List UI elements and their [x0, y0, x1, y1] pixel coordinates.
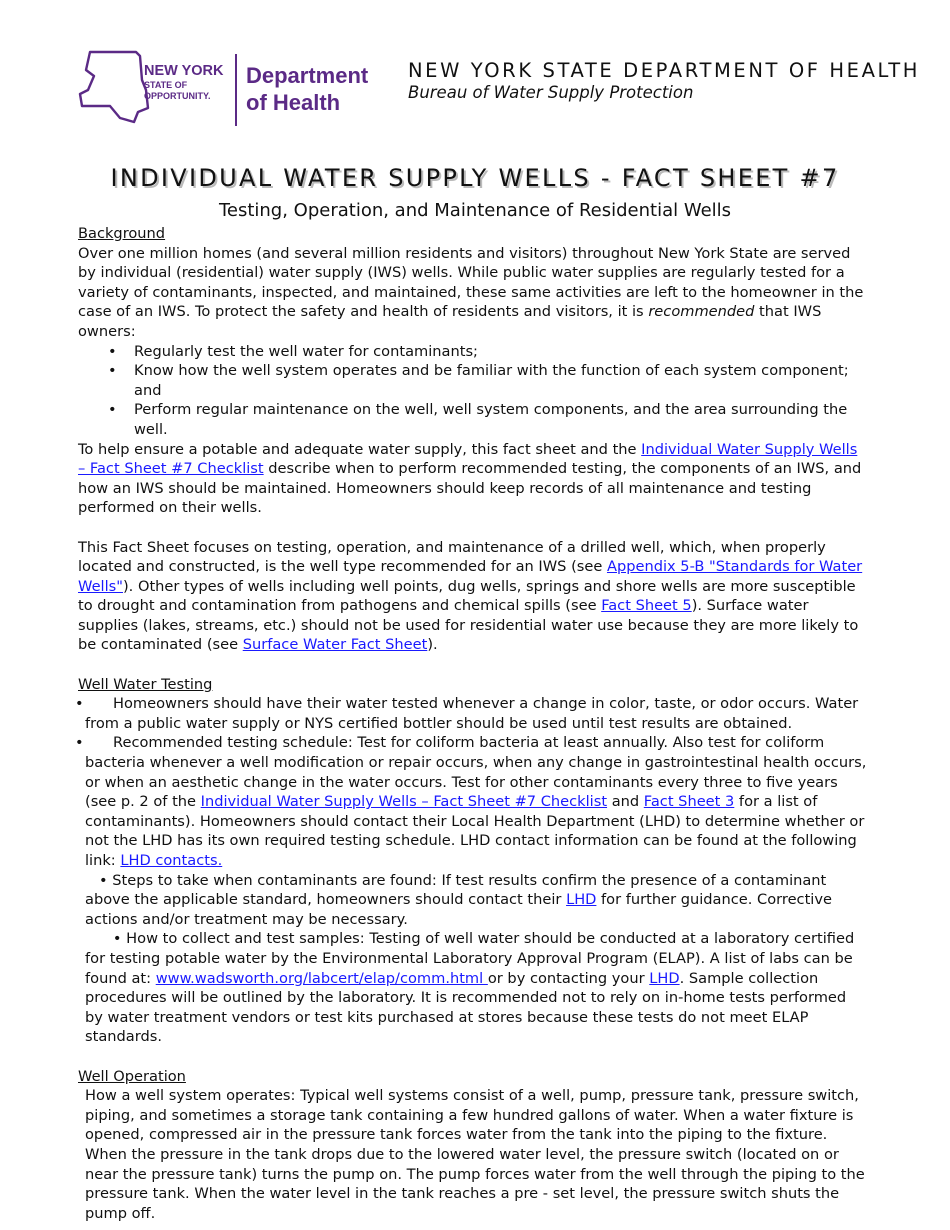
surface-water-fact-sheet-link[interactable]: Surface Water Fact Sheet — [242, 636, 428, 654]
operation-heading: Well Operation — [78, 1067, 186, 1085]
background-intro: Over one million homes (and several million residents and visitors) throughout New York State are served by individual (residential) water supply (IWS) wells. While public water supplies are regularly tested for a variety of contaminants, inspected, and maintained, these same activities are left to the homeowner in the case of an IWS. To protect the safety and health of residents and visitors, it is recommended that IWS owners: — [78, 244, 864, 340]
testing-item-change: • Homeowners should have their water tested whenever a change in color, taste, or odor occurs. Water from a public water supply or NYS certified bottler should be used until test results are obtained. — [75, 695, 859, 732]
fact-sheet-5-link[interactable]: Fact Sheet 5 — [601, 597, 692, 615]
checklist-link[interactable]: Individual Water Supply Wells – Fact Sheet #7 Checklist — [200, 793, 608, 811]
svg-text:STATE OF: STATE OF — [144, 80, 188, 90]
bureau-name: Bureau of Water Supply Protection — [408, 83, 694, 102]
testing-item-schedule: • Recommended testing schedule: Test for coliform bacteria at least annually. Also test for coliform bacteria whenever a well modification or repair occurs, when any change in gastrointestinal health occurs, or when an aesthetic change in the water occurs. Test for other contaminants every three to five years (see p. 2 of the Individual Water Supply Wells – Fact Sheet #7 Checklist and Fact Sheet 3 for a list of contaminants). Homeowners should contact their Local Health Department (LHD) to determine whether or not the LHD has its own required testing schedule. LHD contact information can be found at the following link: LHD contacts. — [75, 734, 867, 869]
testing-item-contaminants: • Steps to take when contaminants are found: If test results confirm the presence of a contaminant above the applicable standard, homeowners should contact their LHD for further guidance. Corrective actions and/or treatment may be necessary. — [85, 871, 832, 928]
svg-text:of Health: of Health — [246, 90, 341, 115]
operation-paragraph: How a well system operates: Typical well systems consist of a well, pump, pressure tank, pressure switch, piping, and sometimes a storage tank containing a few hundred gallons of water. When a water fixture is opened, compressed air in the pressure tank forces water from the tank into the piping to the fixture. When the pressure in the tank drops due to the lowered water level, the pressure switch (located on or near the pressure tank) turns the pump on. The pump forces water from the well through the piping to the pressure tank. When the water level in the tank reaches a pre - set level, the pressure switch shuts the pump off. — [85, 1087, 865, 1222]
svg-text:NEW YORK: NEW YORK — [144, 63, 224, 79]
recommendation-list — [78, 342, 868, 440]
fact-sheet-3-link[interactable]: Fact Sheet 3 — [643, 793, 735, 811]
page-title: INDIVIDUAL WATER SUPPLY WELLS - FACT SHEET #7 — [110, 164, 840, 192]
nys-doh-logo — [76, 50, 386, 130]
list-item: • Perform regular maintenance on the well, well system components, and the area surrounding the well. — [106, 400, 868, 439]
bullet: • — [75, 695, 84, 713]
background-paragraph-2: To help ensure a potable and adequate water supply, this fact sheet and the Individual Water Supply Wells – Fact Sheet #7 Checklist describe when to perform recommended testing, the components of an IWS, and how an IWS should be maintained. Homeowners should keep records of all maintenance and testing performed on their wells. — [78, 440, 862, 517]
document-body — [75, 224, 868, 1223]
testing-heading: Well Water Testing — [78, 675, 213, 693]
page-subtitle: Testing, Operation, and Maintenance of Residential Wells — [218, 200, 732, 221]
bullet: • — [99, 871, 108, 889]
svg-text:OPPORTUNITY.: OPPORTUNITY. — [144, 91, 211, 101]
background-heading: Background — [78, 225, 166, 242]
bullet: • — [75, 734, 84, 752]
new-york-state-outline — [80, 52, 148, 122]
list-item: • Know how the well system operates and be familiar with the function of each system component; and — [106, 361, 868, 400]
testing-item-samples: • How to collect and test samples: Testing of well water should be conducted at a laboratory certified for testing potable water by the Environmental Laboratory Approval Program (ELAP). A list of labs can be found at: www.wadsworth.org/labcert/elap/comm.html or by contacting your LHD. Sample collection procedures will be outlined by the laboratory. It is recommended not to rely on in-home tests performed by water treatment vendors or test kits purchased at stores because these tests do not meet ELAP standards. — [85, 930, 855, 1046]
bullet: • — [112, 930, 122, 948]
lhd-link[interactable]: LHD — [566, 891, 597, 909]
appendix-5b-link[interactable]: Appendix 5-B "Standards for Water Wells" — [78, 558, 863, 595]
department-name: NEW YORK STATE DEPARTMENT OF HEALTH — [408, 59, 921, 82]
svg-text:Department: Department — [246, 63, 369, 88]
checklist-link[interactable]: Individual Water Supply Wells – Fact Sheet #7 Checklist — [78, 440, 858, 478]
lhd-link[interactable]: LHD — [649, 969, 680, 987]
lhd-contacts-link[interactable]: LHD contacts. — [120, 852, 223, 869]
background-paragraph-3: This Fact Sheet focuses on testing, operation, and maintenance of a drilled well, which, when properly located and constructed, is the well type recommended for an IWS (see Appendix 5-B "Standards for Water Wells"). Other types of wells including well points, dug wells, springs and shore wells are more susceptible to drought and contamination from pathogens and chemical spills (see Fact Sheet 5). Surface water supplies (lakes, streams, etc.) should not be used for residential water use because they are more likely to be contaminated (see Surface Water Fact Sheet). — [78, 538, 863, 654]
elap-labs-link[interactable]: www.wadsworth.org/labcert/elap/comm.html — [155, 969, 488, 987]
list-item: • Regularly test the well water for contaminants; — [106, 342, 868, 362]
